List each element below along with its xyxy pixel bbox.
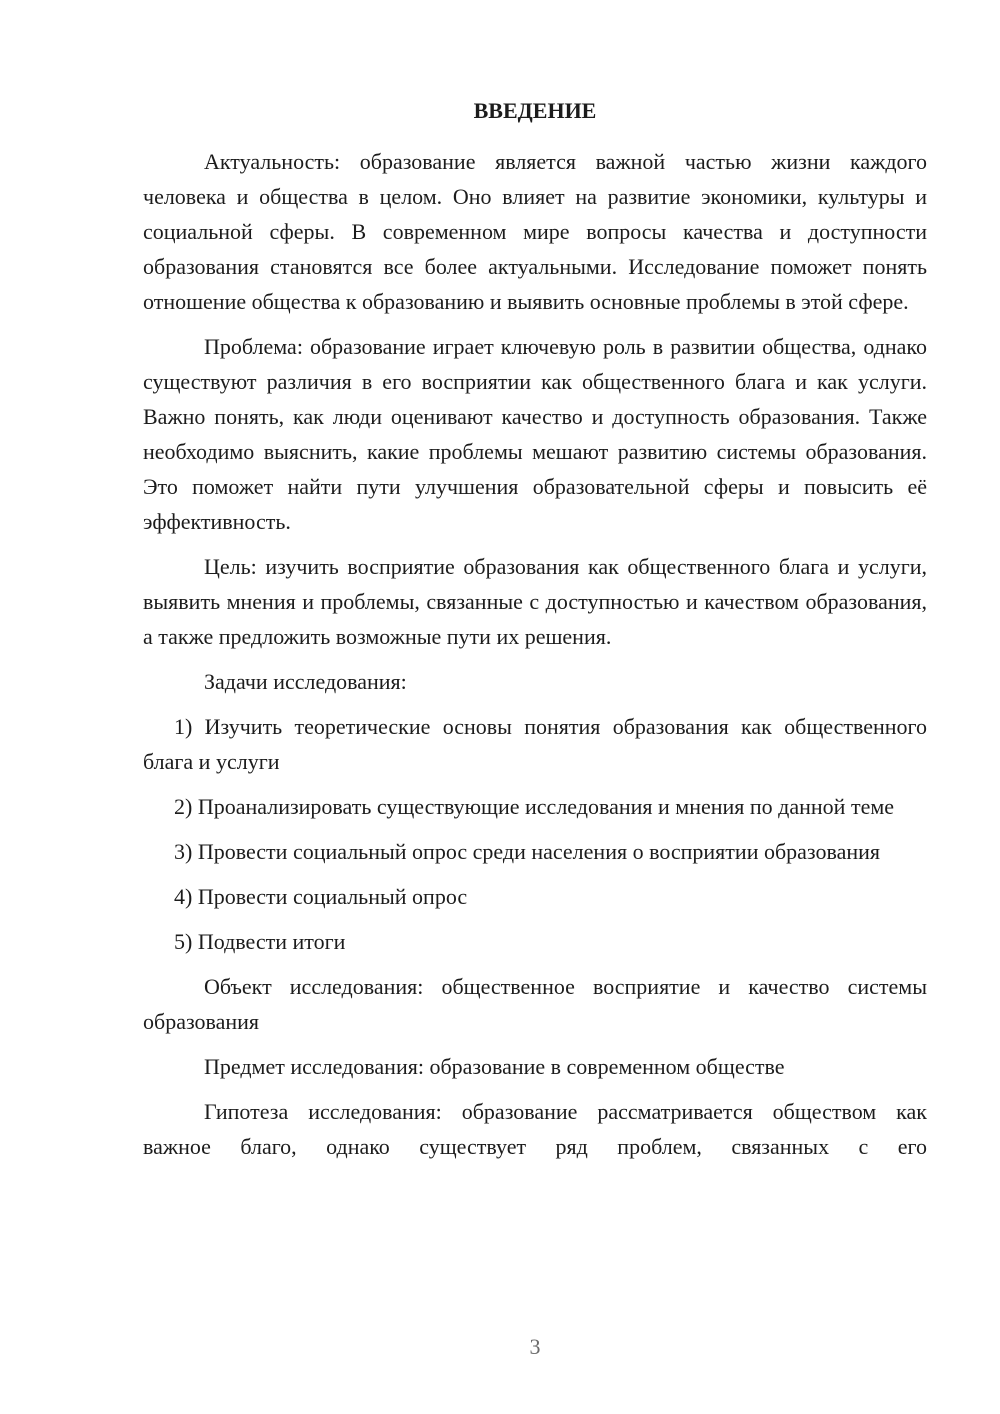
task-item-5: 5) Подвести итоги [174,929,346,954]
relevance-paragraph: Актуальность: образование является важной частью жизни каждого человека и общества в целом. Оно влияет на развитие экономики, культуры и социальной сферы. В современном мире вопросы качества и доступности образования становятся все более актуальными. Исследование поможет понять отношение общества к образованию и выявить основные проблемы в этой сфере. [143,149,927,314]
goal-paragraph: Цель: изучить восприятие образования как общественного блага и услуги, выявить мнения и проблемы, связанные с доступностью и качеством образования, а также предложить возможные пути их решения. [143,554,927,649]
page-content [143,96,927,1174]
task-item-1: 1) Изучить теоретические основы понятия образования как общественного блага и услуги [143,714,927,774]
page-number: 3 [529,1334,541,1359]
tasks-heading: Задачи исследования: [204,669,407,694]
task-item-2: 2) Проанализировать существующие исследования и мнения по данной теме [174,794,895,819]
object-paragraph: Объект исследования: общественное восприятие и качество системы образования [143,974,927,1034]
problem-paragraph: Проблема: образование играет ключевую роль в развитии общества, однако существуют различия в его восприятии как общественного блага и как услуги. Важно понять, как люди оценивают качество и доступность образования. Также необходимо выяснить, какие проблемы мешают развитию системы образования. Это поможет найти пути улучшения образовательной сферы и повысить её эффективность. [143,334,927,534]
hypothesis-paragraph: Гипотеза исследования: образование рассматривается обществом как важное благо, однако существует ряд проблем, связанных с его [143,1099,927,1159]
task-item-3: 3) Провести социальный опрос среди населения о восприятии образования [174,839,881,864]
subject-paragraph: Предмет исследования: образование в современном обществе [204,1054,785,1079]
section-title: ВВЕДЕНИЕ [473,98,597,123]
task-item-4: 4) Провести социальный опрос [174,884,468,909]
